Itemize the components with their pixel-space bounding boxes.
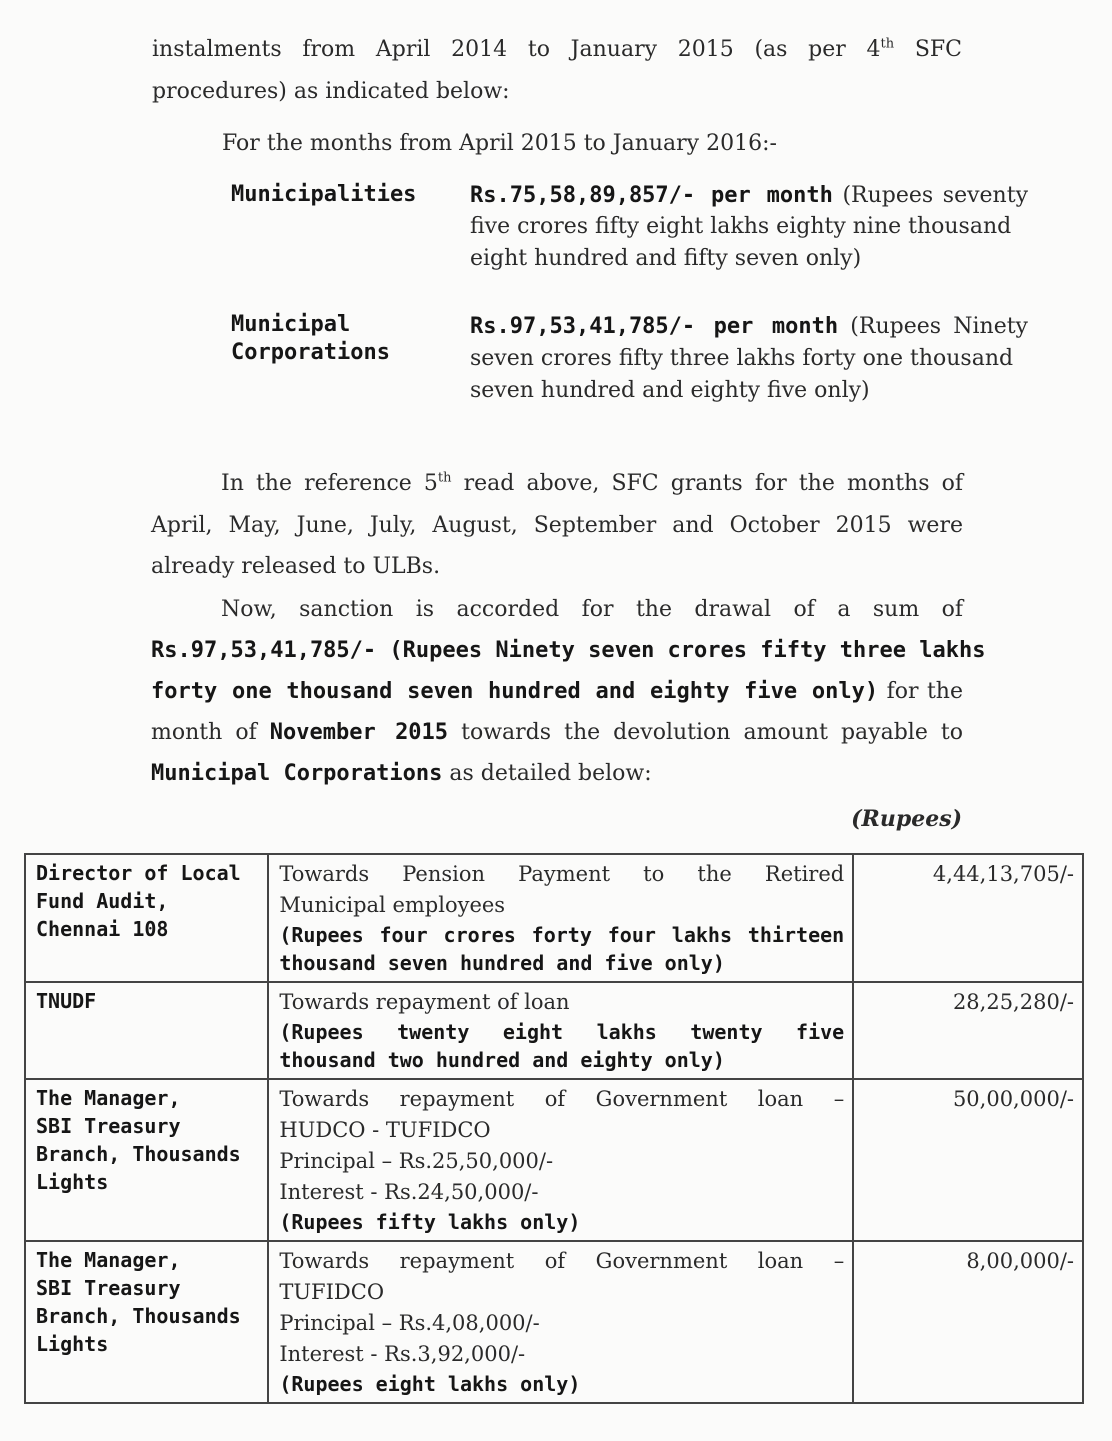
- sanction-line-2: Rs.97,53,41,785/- (Rupees Ninety seven crores fifty three lakhs: [151, 638, 986, 663]
- rate-label-corporations-1: Municipal: [231, 312, 351, 337]
- purpose-line: Principal – Rs.4,08,000/-: [279, 1311, 540, 1335]
- table-row: [25, 854, 1083, 982]
- payee-line: The Manager,: [36, 1248, 181, 1272]
- purpose-line: Towards repayment of Government loan –: [279, 1249, 845, 1273]
- purpose-line: Interest - Rs.24,50,000/-: [279, 1180, 539, 1204]
- rate-amount-corporations: Rs.97,53,41,785/- per month (Rupees Ninety: [470, 314, 1028, 339]
- payee-line: Branch, Thousands: [36, 1304, 241, 1328]
- payee-line: Lights: [36, 1170, 109, 1194]
- payee-cell: [25, 854, 268, 982]
- rate-words-corporations-2: seven hundred and eighty five only): [470, 378, 870, 403]
- payee-line: Director of Local: [36, 861, 241, 885]
- purpose-line: Towards repayment of loan: [279, 990, 570, 1014]
- table-row: [25, 982, 1083, 1079]
- rate-words-municipalities-1: five crores fifty eight lakhs eighty nine thousand: [470, 214, 1012, 239]
- payment-table: [24, 853, 1084, 1404]
- payee-line: Lights: [36, 1332, 109, 1356]
- purpose-line: HUDCO - TUFIDCO: [279, 1118, 491, 1142]
- purpose-line: Municipal employees: [279, 893, 506, 917]
- purpose-line: TUFIDCO: [279, 1280, 385, 1304]
- amount-cell: 4,44,13,705/-: [853, 854, 1083, 982]
- amount-in-words-line: thousand seven hundred and five only): [279, 951, 725, 975]
- rate-label-corporations-2: Corporations: [231, 340, 390, 365]
- intro-line-2: procedures) as indicated below:: [152, 79, 510, 104]
- purpose-line: Towards repayment of Government loan –: [279, 1087, 845, 1111]
- purpose-cell: [268, 1079, 853, 1241]
- table-row: [25, 1079, 1083, 1241]
- sanction-line-4: month of November 2015 towards the devolution amount payable to: [151, 720, 964, 745]
- purpose-cell: [268, 982, 853, 1079]
- rate-amount-municipalities: Rs.75,58,89,857/- per month (Rupees seventy: [470, 183, 1028, 208]
- rate-words-municipalities-2: eight hundred and fifty seven only): [470, 246, 862, 271]
- amount-in-words-line: thousand two hundred and eighty only): [279, 1048, 725, 1072]
- table-row: [25, 1241, 1083, 1403]
- payee-line: Branch, Thousands: [36, 1142, 241, 1166]
- payee-cell: [25, 1079, 268, 1241]
- reference-line-3: already released to ULBs.: [151, 554, 441, 579]
- sanction-line-5: Municipal Corporations as detailed below:: [151, 761, 652, 786]
- rupees-label: (Rupees): [851, 806, 962, 832]
- amount-cell: 28,25,280/-: [853, 982, 1083, 1079]
- payee-line: SBI Treasury: [36, 1276, 181, 1300]
- payee-line: The Manager,: [36, 1086, 181, 1110]
- payee-line: TNUDF: [36, 989, 97, 1013]
- rate-words-corporations-1: seven crores fifty three lakhs forty one thousand: [470, 346, 1014, 371]
- purpose-line: Principal – Rs.25,50,000/-: [279, 1149, 554, 1173]
- amount-cell: 8,00,000/-: [853, 1241, 1083, 1403]
- payee-line: Fund Audit,: [36, 889, 169, 913]
- purpose-line: Interest - Rs.3,92,000/-: [279, 1342, 526, 1366]
- months-heading: For the months from April 2015 to January 2016:-: [222, 131, 777, 156]
- reference-line-2: April, May, June, July, August, September and October 2015 were: [151, 513, 963, 538]
- rate-label-municipalities: Municipalities: [231, 182, 417, 207]
- payee-cell: [25, 982, 268, 1079]
- purpose-cell: [268, 1241, 853, 1403]
- sanction-line-3: forty one thousand seven hundred and eighty five only) for the: [151, 679, 963, 704]
- amount-in-words-line: (Rupees fifty lakhs only): [279, 1210, 581, 1234]
- reference-line-1: In the reference 5th read above, SFC grants for the months of: [221, 470, 963, 496]
- sanction-line-1: Now, sanction is accorded for the drawal of a sum of: [221, 597, 963, 622]
- purpose-cell: [268, 854, 853, 982]
- payee-line: SBI Treasury: [36, 1114, 181, 1138]
- purpose-line: Towards Pension Payment to the Retired: [279, 862, 845, 886]
- amount-in-words-line: (Rupees eight lakhs only): [279, 1372, 581, 1396]
- intro-line-1: instalments from April 2014 to January 2015 (as per 4th SFC: [152, 36, 962, 62]
- amount-in-words-line: (Rupees four crores forty four lakhs thirteen: [279, 923, 845, 947]
- amount-in-words-line: (Rupees twenty eight lakhs twenty five: [279, 1020, 845, 1044]
- payee-line: Chennai 108: [36, 917, 169, 941]
- amount-cell: 50,00,000/-: [853, 1079, 1083, 1241]
- payee-cell: [25, 1241, 268, 1403]
